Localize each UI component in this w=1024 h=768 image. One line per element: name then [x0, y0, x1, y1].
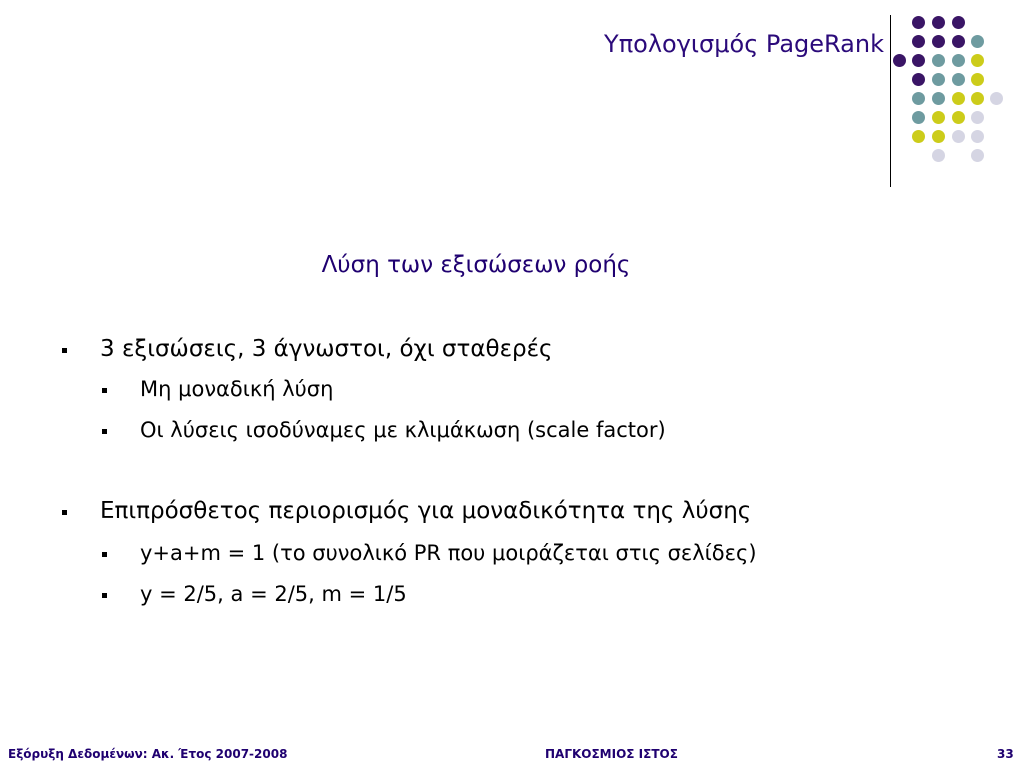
decorative-dot [952, 111, 965, 124]
decorative-dot [912, 130, 925, 143]
bullet-text: Μη μοναδική λύση [140, 377, 334, 401]
slide-subtitle: Λύση των εξισώσεων ροής [321, 252, 631, 278]
decorative-dot [971, 149, 984, 162]
decorative-dot [971, 54, 984, 67]
bullet-item [100, 498, 751, 524]
bullet-item [100, 336, 553, 362]
decorative-dot [932, 149, 945, 162]
decorative-dot [912, 35, 925, 48]
square-bullet-icon [102, 552, 107, 557]
sub-bullet-item [140, 377, 333, 401]
decorative-dot [912, 16, 925, 29]
bullet-text: Οι λύσεις ισοδύναμες με κλιμάκωση (scale factor) [140, 418, 666, 442]
decorative-dot [952, 35, 965, 48]
slide-title: Υπολογισμός PageRank [604, 30, 884, 58]
decorative-dot [952, 130, 965, 143]
square-bullet-icon [102, 593, 107, 598]
decorative-dot [932, 73, 945, 86]
square-bullet-icon [102, 429, 107, 434]
footer-course-info: Εξόρυξη Δεδομένων: Ακ. Έτος 2007-2008 [8, 747, 288, 761]
decorative-dot [932, 130, 945, 143]
sub-bullet-item [140, 582, 407, 606]
decorative-dot [971, 111, 984, 124]
decorative-dot [893, 54, 906, 67]
decorative-dot [952, 54, 965, 67]
decorative-dot [932, 111, 945, 124]
decorative-dot [971, 92, 984, 105]
decorative-dot [952, 92, 965, 105]
square-bullet-icon [62, 348, 67, 353]
decorative-dot [952, 73, 965, 86]
decorative-dot [912, 111, 925, 124]
page-number: 33 [997, 747, 1014, 761]
decorative-dot [932, 92, 945, 105]
decorative-dot [932, 16, 945, 29]
decorative-dot [912, 92, 925, 105]
decorative-dot [932, 35, 945, 48]
decorative-dot [971, 35, 984, 48]
decorative-dot [932, 54, 945, 67]
bullet-text: y = 2/5, a = 2/5, m = 1/5 [140, 582, 407, 606]
footer-topic: ΠΑΓΚΟΣΜΙΟΣ ΙΣΤΟΣ [545, 747, 678, 761]
square-bullet-icon [62, 510, 67, 515]
sub-bullet-item [140, 418, 666, 442]
decorative-dot [912, 73, 925, 86]
decorative-dot [971, 73, 984, 86]
bullet-text: y+a+m = 1 (το συνολικό PR που μοιράζεται στις σελίδες) [140, 541, 757, 565]
decorative-dot [952, 16, 965, 29]
square-bullet-icon [102, 388, 107, 393]
bullet-text: Επιπρόσθετος περιορισμός για μοναδικότητα της λύσης [100, 498, 752, 524]
bullet-text: 3 εξισώσεις, 3 άγνωστοι, όχι σταθερές [100, 336, 553, 362]
sub-bullet-item [140, 541, 757, 565]
decorative-dot [971, 130, 984, 143]
title-divider-line [890, 15, 891, 187]
decorative-dot [990, 92, 1003, 105]
decorative-dot [912, 54, 925, 67]
